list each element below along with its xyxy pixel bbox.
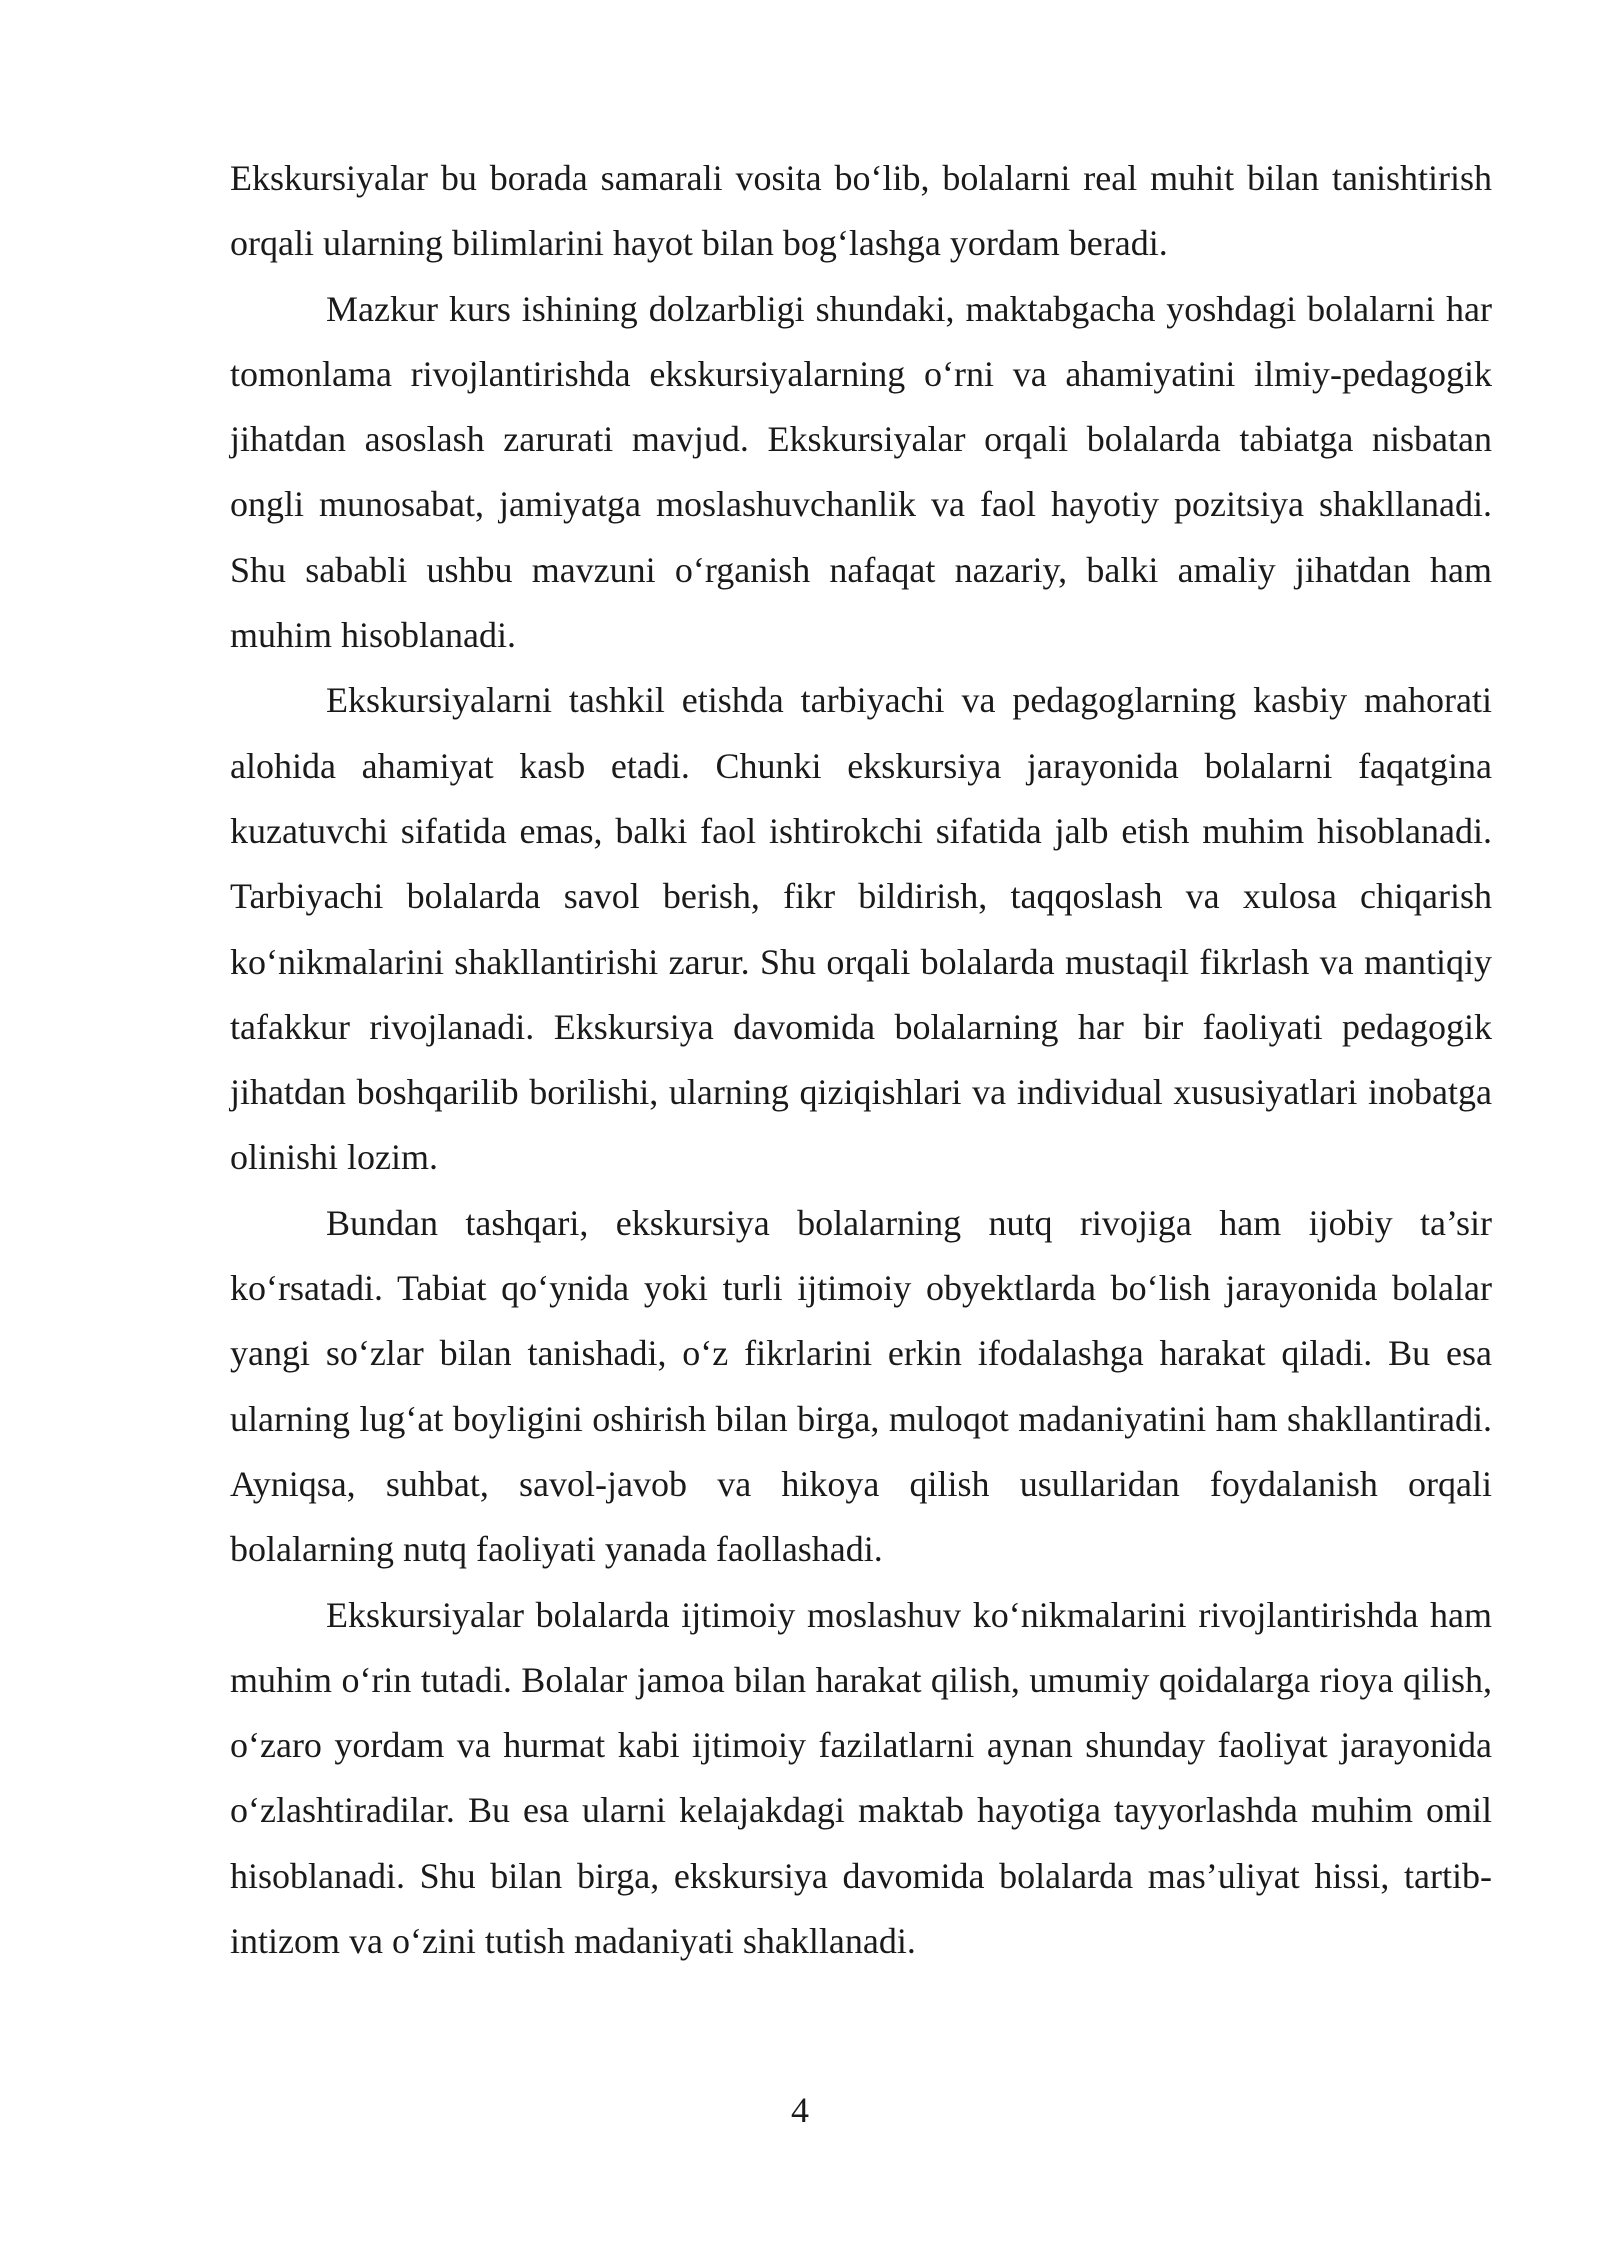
page-number: 4 bbox=[791, 2090, 809, 2130]
paragraph-1: Ekskursiyalar bu borada samarali vosita bo‘lib, bolalarni real muhit bilan tanishtirish orqali ularning bilimlarini hayot bilan bog‘lashga yordam beradi. bbox=[230, 158, 1492, 264]
paragraph-2: Mazkur kurs ishining dolzarbligi shundaki, maktabgacha yoshdagi bolalarni har tomonlama rivojlantirishda ekskursiyalarning o‘rni va ahamiyatini ilmiy-pedagogik jihatdan asoslash zarurati mavjud. Ekskursiyalar orqali bolalarda tabiatga nisbatan ongli munosabat, jamiyatga moslashuvchanlik va faol hayotiy pozitsiya shakllanadi. Shu sababli ushbu mavzuni o‘rganish nafaqat nazariy, balki amaliy jihatdan ham muhim hisoblanadi. bbox=[230, 288, 1492, 656]
paragraph-3: Ekskursiyalarni tashkil etishda tarbiyachi va pedagoglarning kasbiy mahorati alohida ahamiyat kasb etadi. Chunki ekskursiya jarayonida bolalarni faqatgina kuzatuvchi sifatida emas, balki faol ishtirokchi sifatida jalb etish muhim hisoblanadi. Tarbiyachi bolalarda savol berish, fikr bildirish, taqqoslash va xulosa chiqarish ko‘nikmalarini shakllantirishi zarur. Shu orqali bolalarda mustaqil fikrlash va mantiqiy tafakkur rivojlanadi. Ekskursiya davomida bolalarning har bir faoliyati pedagogik jihatdan boshqarilib borilishi, ularning qiziqishlari va individual xususiyatlari inobatga olinishi lozim. bbox=[230, 680, 1492, 1178]
body-text bbox=[230, 146, 1492, 1974]
paragraph-4: Bundan tashqari, ekskursiya bolalarning nutq rivojiga ham ijobiy ta’sir ko‘rsatadi. Tabiat qo‘ynida yoki turli ijtimoiy obyektlarda bo‘lish jarayonida bolalar yangi so‘zlar bilan tanishadi, o‘z fikrlarini erkin ifodalashga harakat qiladi. Bu esa ularning lug‘at boyligini oshirish bilan birga, muloqot madaniyatini ham shakllantiradi. Ayniqsa, suhbat, savol-javob va hikoya qilish usullaridan foydalanish orqali bolalarning nutq faoliyati yanada faollashadi. bbox=[230, 1202, 1492, 1570]
paragraph-5: Ekskursiyalar bolalarda ijtimoiy moslashuv ko‘nikmalarini rivojlantirishda ham muhim o‘rin tutadi. Bolalar jamoa bilan harakat qilish, umumiy qoidalarga rioya qilish, o‘zaro yordam va hurmat kabi ijtimoiy fazilatlarni aynan shunday faoliyat jarayonida o‘zlashtiradilar. Bu esa ularni kelajakdagi maktab hayotiga tayyorlashda muhim omil hisoblanadi. Shu bilan birga, ekskursiya davomida bolalarda mas’uliyat hissi, tartib-intizom va o‘zini tutish madaniyati shakllanadi. bbox=[230, 1594, 1492, 1962]
